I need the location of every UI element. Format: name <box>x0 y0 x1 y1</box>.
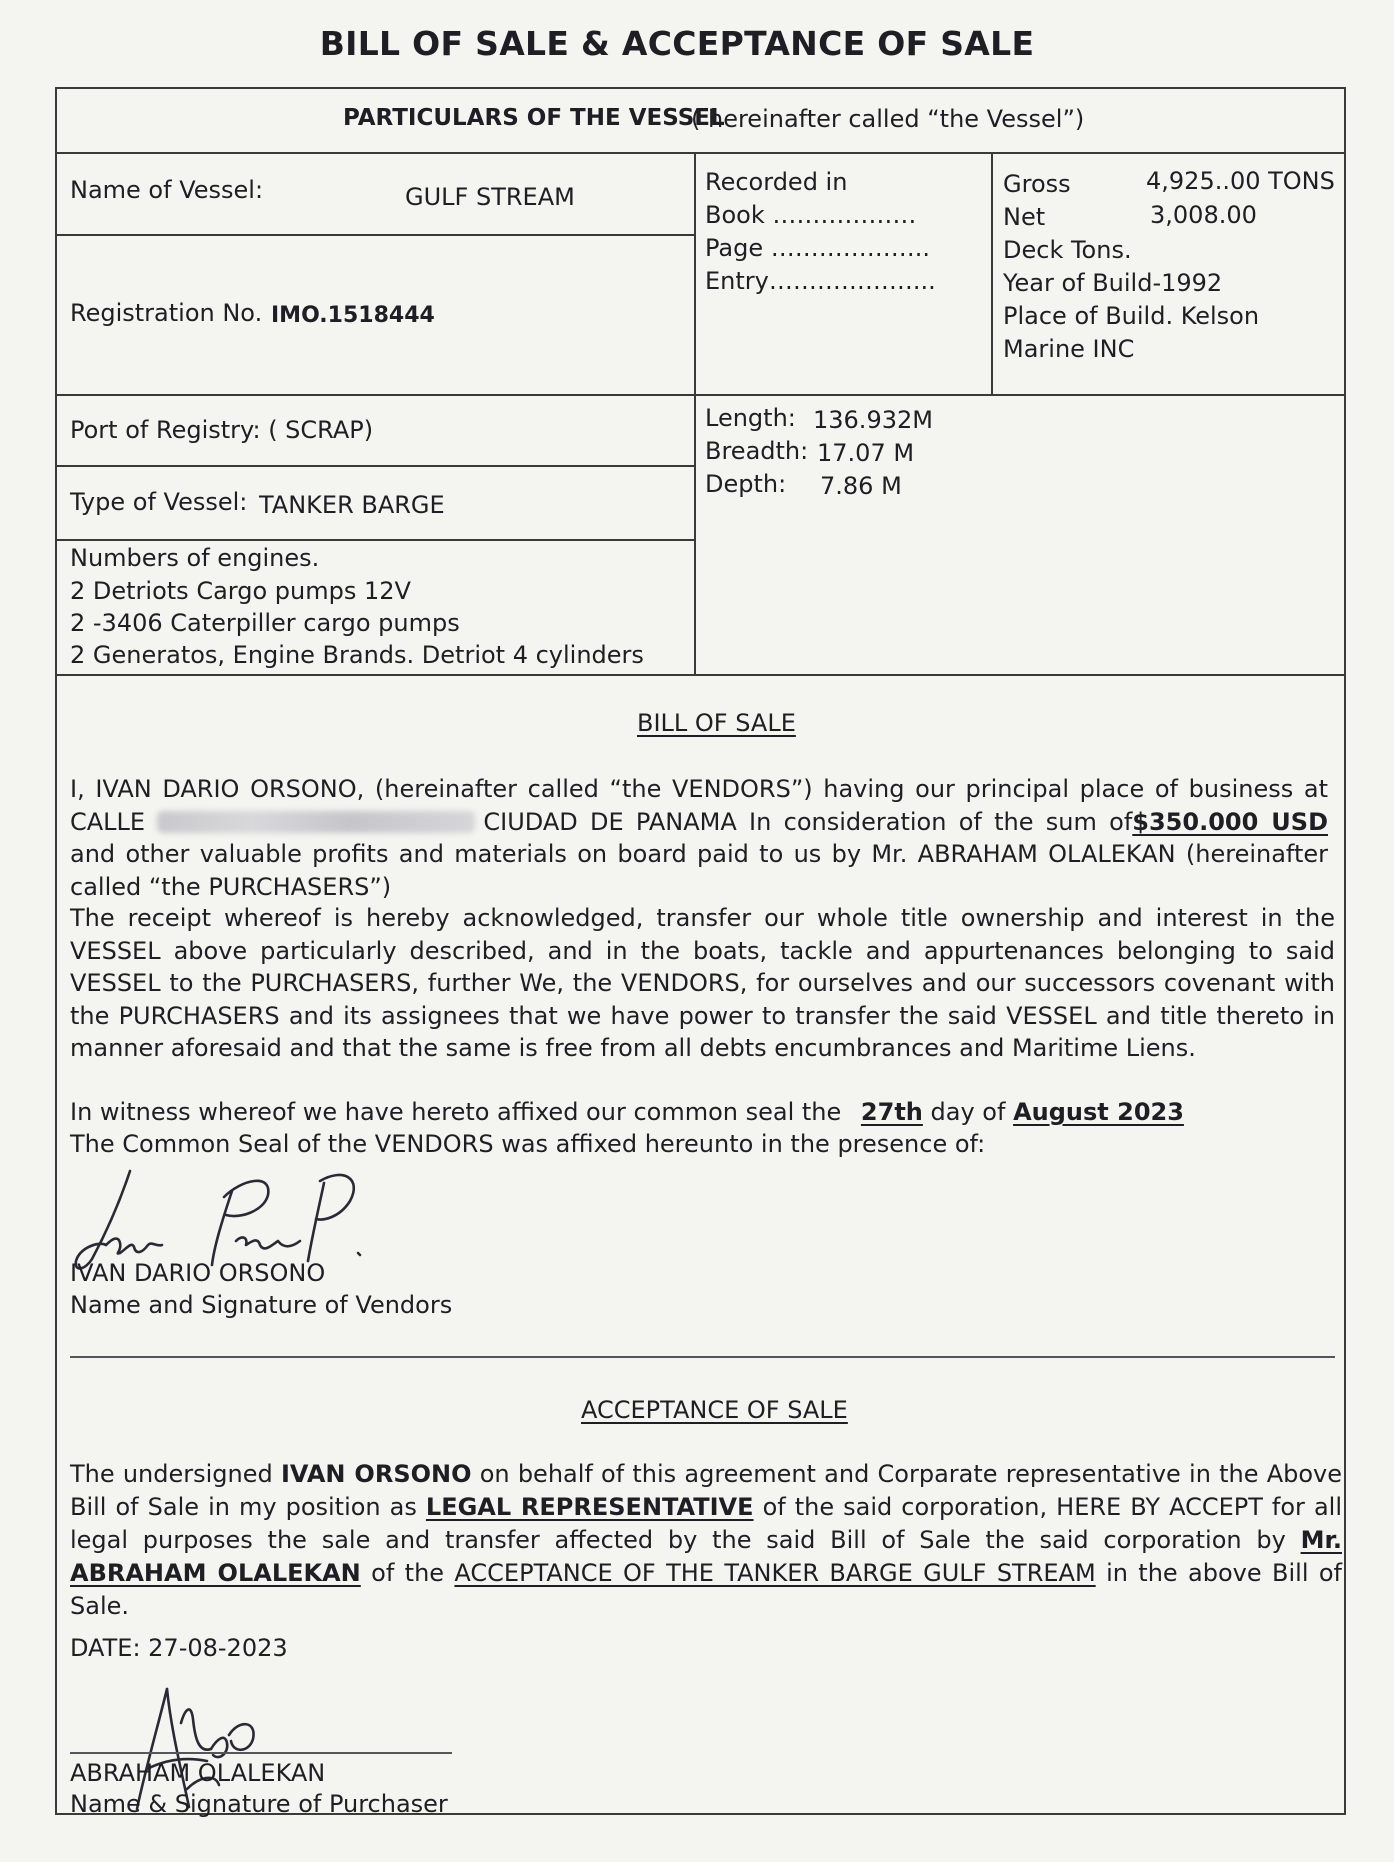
vessel-type-value: TANKER BARGE <box>259 491 445 519</box>
witness-day: 27th <box>860 1098 923 1126</box>
divider <box>57 465 695 467</box>
year-of-build: Year of Build-1992 <box>1003 269 1223 297</box>
deck-tons: Deck Tons. <box>1003 236 1132 264</box>
vessel-type-label: Type of Vessel: <box>70 488 248 516</box>
particulars-heading: PARTICULARS OF THE VESSEL <box>343 105 725 131</box>
seal-line: The Common Seal of the VENDORS was affixed hereunto in the presence of: <box>70 1130 986 1158</box>
representative-role: LEGAL REPRESENTATIVE <box>425 1493 754 1521</box>
acceptance-object: ACCEPTANCE OF THE TANKER BARGE GULF STREAM <box>454 1559 1096 1587</box>
registration-label: Registration No. <box>70 299 263 327</box>
depth-label: Depth: <box>705 470 787 498</box>
bill-paragraph-1: I, IVAN DARIO ORSONO, (hereinafter called “the VENDORS”) having our principal place of business at CALLE CIUDAD DE PANAMA In consideration of the sum of$350.000 USD and other valuable profits and materials on board paid to us by Mr. ABRAHAM OLALEKAN (hereinafter called “the PURCHASERS”) <box>70 775 1328 901</box>
engines-line: 2 Generatos, Engine Brands. Detriot 4 cylinders <box>70 641 644 669</box>
vessel-name-label: Name of Vessel: <box>70 176 264 204</box>
redacted-address <box>157 811 475 833</box>
particulars-heading-note: ( hereinafter called “the Vessel”) <box>691 105 1085 133</box>
purchaser-name: ABRAHAM OLALEKAN <box>70 1759 326 1787</box>
registration-value: IMO.1518444 <box>271 303 435 328</box>
document-frame <box>55 87 1346 1818</box>
vessel-name-value: GULF STREAM <box>405 183 575 211</box>
bill-paragraph-2: The receipt whereof is hereby acknowledged, transfer our whole title ownership and interest in the VESSEL above particularly described, and in the boats, tackle and appurtenances belonging to said VESSEL to the PURCHASERS, further We, the VENDORS, for ourselves and our successors covenant with the PURCHASERS and its assignees that we have power to transfer the said VESSEL and title thereto in manner aforesaid and that the same is free from all debts encumbrances and Maritime Liens. <box>70 904 1335 1062</box>
acceptance-date: DATE: 27-08-2023 <box>70 1634 288 1662</box>
document-title: BILL OF SALE & ACCEPTANCE OF SALE <box>319 24 1035 63</box>
port-of-registry: Port of Registry: ( SCRAP) <box>70 416 374 444</box>
recorded-book: Book ……………… <box>705 201 917 229</box>
purchaser-caption: Name & Signature of Purchaser <box>70 1790 448 1818</box>
witness-month-year: August 2023 <box>1013 1098 1184 1126</box>
representative-name: IVAN ORSONO <box>280 1460 472 1488</box>
depth-value: 7.86 M <box>820 472 902 500</box>
divider <box>57 234 695 236</box>
acceptance-heading: ACCEPTANCE OF SALE <box>581 1396 848 1424</box>
witness-line: In witness whereof we have hereto affixed our common seal the 27th day of August 2023 <box>70 1098 1184 1126</box>
recorded-page: Page ……………….. <box>705 234 930 262</box>
vendor-name: IVAN DARIO ORSONO <box>70 1259 326 1287</box>
net-value: 3,008.00 <box>1150 201 1257 229</box>
divider <box>694 152 696 675</box>
sale-amount: $350.000 USD <box>1132 807 1328 836</box>
divider <box>991 152 993 395</box>
section-divider <box>70 1356 1335 1358</box>
divider <box>57 152 1344 154</box>
bill-of-sale-heading: BILL OF SALE <box>637 709 796 737</box>
breadth-value: 17.07 M <box>817 439 915 467</box>
vendor-caption: Name and Signature of Vendors <box>70 1291 453 1319</box>
divider <box>57 674 1344 676</box>
divider <box>57 394 1344 396</box>
engines-line: 2 Detriots Cargo pumps 12V <box>70 577 411 605</box>
place-of-build-2: Marine INC <box>1003 335 1135 363</box>
length-value: 136.932M <box>813 406 933 434</box>
net-label: Net <box>1003 203 1046 231</box>
place-of-build: Place of Build. Kelson <box>1003 302 1260 330</box>
buyer-name: Mr. ABRAHAM OLALEKAN <box>70 1526 1342 1587</box>
length-label: Length: <box>705 404 796 432</box>
recorded-in: Recorded in <box>705 168 848 196</box>
acceptance-paragraph: The undersigned IVAN ORSONO on behalf of this agreement and Corparate representative in the Above Bill of Sale in my position as LEGAL REPRESENTATIVE of the said corporation, HERE BY ACCEPT for all legal purposes the sale and transfer affected by the said Bill of Sale the said corporation by Mr. ABRAHAM OLALEKAN of the ACCEPTANCE OF THE TANKER BARGE GULF STREAM in the above Bill of Sale. <box>70 1460 1343 1620</box>
engines-line: 2 -3406 Caterpiller cargo pumps <box>70 609 460 637</box>
gross-label: Gross <box>1003 170 1071 198</box>
divider <box>57 539 695 541</box>
gross-value: 4,925..00 TONS <box>1146 167 1335 195</box>
recorded-entry: Entry………………... <box>705 267 936 295</box>
purchaser-signature-line <box>70 1752 452 1754</box>
breadth-label: Breadth: <box>705 437 809 465</box>
engines-heading: Numbers of engines. <box>70 544 320 572</box>
